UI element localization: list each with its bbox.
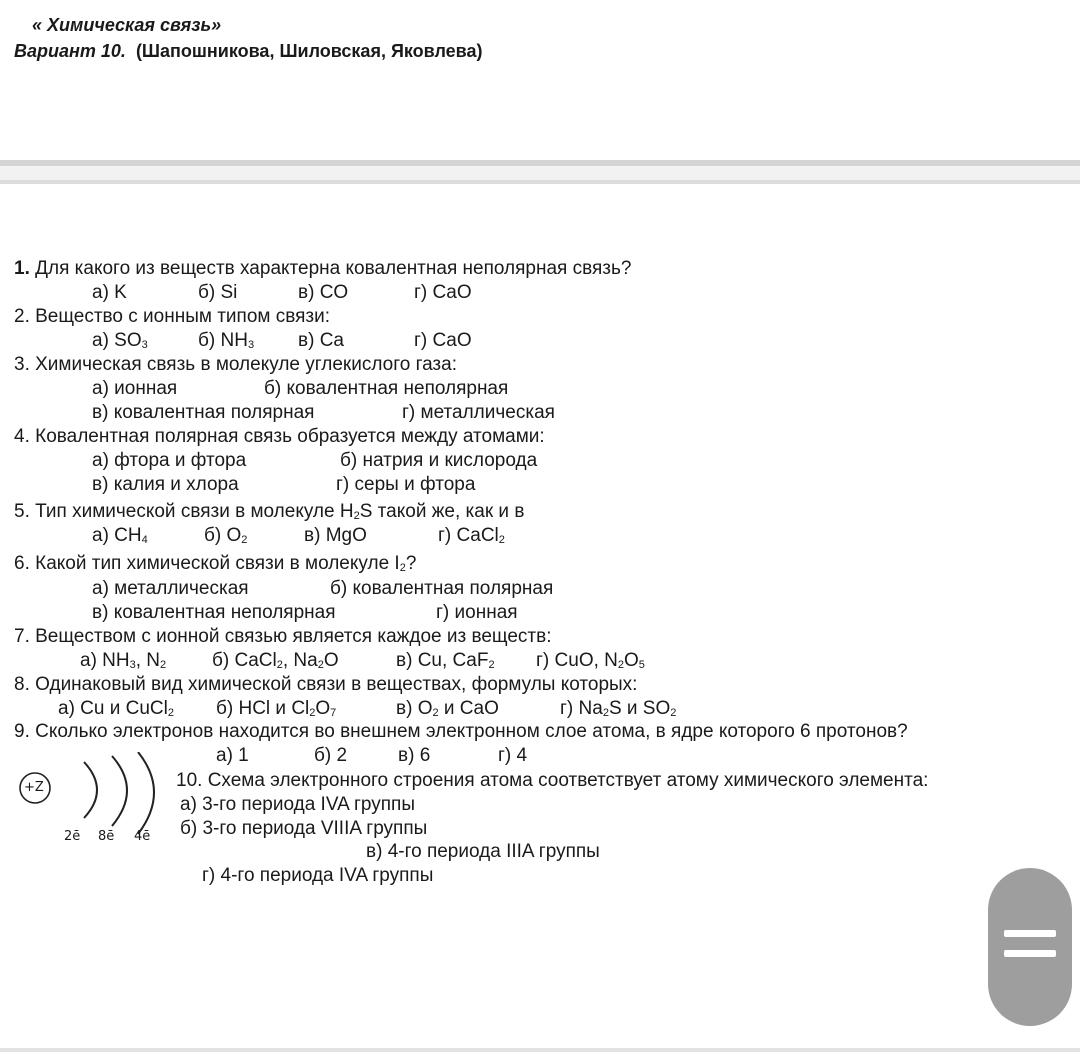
q7-option-d: г) CuO, $N_2O_5$ (536, 650, 645, 671)
q3-option-d: г) металлическая (402, 402, 555, 423)
q2-option-c: в) Ca (298, 330, 344, 351)
q5-option-c: в) MgO (304, 525, 367, 546)
electron-shell-3 (138, 752, 154, 834)
electron-shell-2 (112, 756, 127, 826)
q2-option-d: г) CaO (414, 330, 472, 351)
question-3: 3. Химическая связь в молекуле углекислого газа: (14, 354, 457, 375)
electron-shell-1 (84, 762, 97, 818)
page-separator-bottom (0, 180, 1080, 184)
scroll-handle[interactable] (988, 868, 1072, 1026)
q5-option-d: г) CaCl$_2$ (438, 525, 505, 546)
q3-option-b: б) ковалентная неполярная (264, 378, 509, 399)
shell-1-electrons: 2ē (64, 829, 81, 844)
q6-option-b: б) ковалентная полярная (330, 578, 554, 599)
q9-option-b: б) 2 (314, 745, 348, 766)
q3-option-c: в) ковалентная полярная (92, 402, 315, 423)
handle-grip-icon (1004, 930, 1056, 937)
q8-option-d: г) $Na_2S$ и $SO_2$ (560, 698, 677, 719)
q1-option-a: а) K (92, 282, 127, 303)
variant-label: Вариант 10. (14, 41, 126, 61)
question-10: 10. Схема электронного строения атома соответствует атому химического элемента: (176, 770, 929, 791)
question-4: 4. Ковалентная полярная связь образуется между атомами: (14, 426, 545, 447)
q4-option-a: а) фтора и фтора (92, 450, 247, 471)
q10-option-d: г) 4-го периода IVA группы (202, 865, 434, 886)
doc-title: « Химическая связь» (32, 15, 222, 35)
q9-option-d: г) 4 (498, 745, 528, 766)
q1-option-c: в) CO (298, 282, 349, 303)
q6-option-a: а) металлическая (92, 578, 249, 599)
q8-option-b: б) HCl и $Cl_2O_7$ (216, 698, 337, 719)
q2-option-b: б) $NH_3$ (198, 330, 255, 351)
q10-option-c: в) 4-го периода IIIA группы (366, 841, 600, 862)
question-2: 2. Вещество с ионным типом связи: (14, 306, 331, 327)
doc-subtitle (14, 40, 483, 62)
shell-2-electrons: 8ē (98, 829, 115, 844)
q9-option-c: в) 6 (398, 745, 431, 766)
question-7: 7. Веществом с ионной связью является каждое из веществ: (14, 626, 552, 647)
question-5: 5. Тип химической связи в молекуле $H_2S$ такой же, как и в (14, 501, 525, 522)
authors: (Шапошникова, Шиловская, Яковлева) (135, 41, 483, 61)
atom-nucleus-label: +Z (24, 780, 44, 795)
q1-option-d: г) CaO (414, 282, 472, 303)
q7-option-a: а) $NH_3$, $N_2$ (80, 650, 167, 671)
q7-option-b: б) CaCl$_2$, $Na_2O$ (212, 650, 339, 671)
q1-option-b: б) Si (198, 282, 238, 303)
page-separator-band (0, 166, 1080, 180)
q9-option-a: а) 1 (216, 745, 249, 766)
q3-option-a: а) ионная (92, 378, 178, 399)
q8-option-a: а) Cu и CuCl$_2$ (58, 698, 174, 719)
bottom-divider (0, 1048, 1080, 1052)
q4-option-b: б) натрия и кислорода (340, 450, 538, 471)
handle-grip-icon-2 (1004, 950, 1056, 957)
q8-option-c: в) $O_2$ и CaO (396, 698, 499, 719)
q2-option-a: а) $SO_3$ (92, 330, 148, 351)
question-1-text: Для какого из веществ характерна ковалентная неполярная связь? (35, 258, 632, 279)
atom-structure-diagram (14, 752, 164, 852)
q7-option-c: в) Cu, CaF$_2$ (396, 650, 495, 671)
q5-option-a: а) $CH_4$ (92, 525, 148, 546)
question-8: 8. Одинаковый вид химической связи в веществах, формулы которых: (14, 674, 638, 695)
shell-3-electrons: 4ē (134, 829, 151, 844)
q6-option-c: в) ковалентная неполярная (92, 602, 336, 623)
q4-option-c: в) калия и хлора (92, 474, 239, 495)
question-1 (14, 258, 631, 280)
q4-option-d: г) серы и фтора (336, 474, 476, 495)
q10-option-b: б) 3-го периода VIIIA группы (180, 818, 428, 839)
question-6: 6. Какой тип химической связи в молекуле $I_2$? (14, 553, 417, 574)
question-9: 9. Сколько электронов находится во внешнем электронном слое атома, в ядре которого 6 протонов? (14, 721, 908, 742)
question-1-number: 1. (14, 258, 30, 279)
q5-option-b: б) $O_2$ (204, 525, 248, 546)
q6-option-d: г) ионная (436, 602, 518, 623)
q10-option-a: а) 3-го периода IVA группы (180, 794, 416, 815)
